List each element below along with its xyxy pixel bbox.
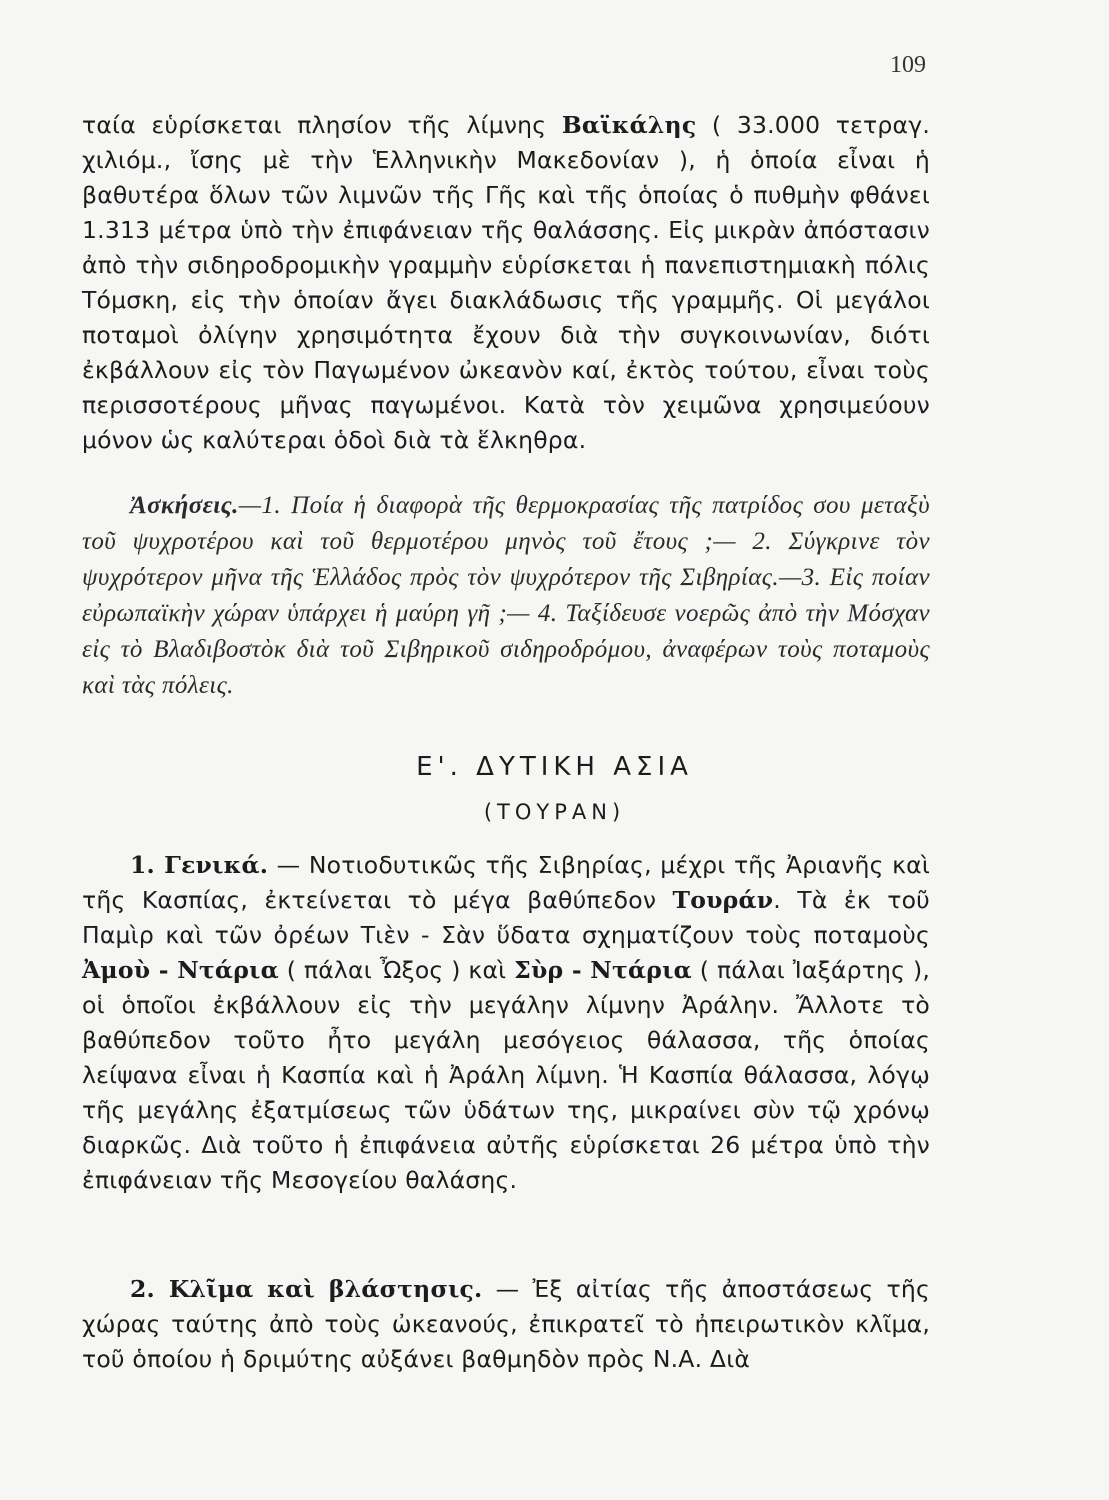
general-text-1: — Νοτιοδυτικῶς τῆς Σιβηρίας, μέχρι τῆς Ἀριανῆς καὶ τῆς Κασπίας, ἐκτείνεται τὸ μέγα βαθύπεδον [82,851,930,914]
intro-paragraph [82,108,930,458]
exercises-text: —1. Ποία ἡ διαφορὰ τῆς θερμοκρασίας τῆς πατρίδος σου μεταξὺ τοῦ ψυχροτέρου καὶ τοῦ θερμοτέρου μηνὸς τοῦ ἔτους ;— 2. Σύγκρινε τὸν ψυχρότερον μῆνα τῆς Ἑλλάδος πρὸς τὸν ψυχρότερον τῆς Σιβηρίας.—3. Εἰς ποίαν εὐρωπαϊκὴν χώραν ὑπάρχει ἡ μαύρη γῆ ;— 4. Ταξίδευσε νοερῶς ἀπὸ τὴν Μόσχαν εἰς τὸ Βλαδιβοστὸκ διὰ τοῦ Σιβηρικοῦ σιδηροδρόμου, ἀναφέρων τοὺς ποταμοὺς καὶ τὰς πόλεις. [82,492,930,699]
general-text-3: ( πάλαι Ὦξος ) καὶ [278,956,515,984]
general-heading: 1. Γενικά. [130,851,269,879]
climate-text: — Ἐξ αἰτίας τῆς ἀποστάσεως τῆς χώρας ταύτης ἀπὸ τοὺς ὠκεανούς, ἐπικρατεῖ τὸ ἠπειρωτικὸν κλῖμα, τοῦ ὁποίου ἡ δριμύτης αὐξάνει βαθμηδὸν πρὸς Ν.Α. Διὰ [82,1275,930,1373]
section-subtitle: (ΤΟΥΡΑΝ) [483,800,626,824]
amu-darya-name: Ἀμοὺ - Ντάρια [82,956,279,984]
climate-heading: 2. Κλῖμα καὶ βλάστησις. [130,1275,483,1303]
page-number: 109 [890,52,926,78]
syr-darya-name: Σὺρ - Ντάρια [514,956,692,984]
general-text-2: . Τὰ ἐκ τοῦ Παμὶρ καὶ τῶν ὀρέων Τιὲν - Σὰν ὕδατα σχηματίζουν τοὺς ποταμοὺς [82,886,930,949]
exercises-label: Ἀσκήσεις. [130,492,239,519]
general-text-4: ( πάλαι Ἰαξάρτης ), οἱ ὁποῖοι ἐκβάλλουν εἰς τὴν μεγάλην λίμνην Ἀράλην. Ἄλλοτε τὸ βαθύπεδον τοῦτο ἦτο μεγάλη μεσόγειος θάλασσα, τῆς ὁποίας λείψανα εἶναι ἡ Κασπία καὶ ἡ Ἀράλη λίμνη. Ἡ Κασπία θάλασσα, λόγῳ τῆς μεγάλης ἐξατμίσεως τῶν ὑδάτων της, μικραίνει σὺν τῷ χρόνῳ διαρκῶς. Διὰ τοῦτο ἡ ἐπιφάνεια αὐτῆς εὑρίσκεται 26 μέτρα ὑπὸ τὴν ἐπιφάνειαν τῆς Μεσογείου θαλάσης. [82,956,930,1194]
general-paragraph [82,848,930,1198]
intro-text-2: ( 33.000 τετραγ. χιλιόμ., ἴσης μὲ τὴν Ἑλληνικὴν Μακεδονίαν ), ἡ ὁποία εἶναι ἡ βαθυτέρα ὅλων τῶν λιμνῶν τῆς Γῆς καὶ τῆς ὁποίας ὁ πυθμὴν φθάνει 1.313 μέτρα ὑπὸ τὴν ἐπιφάνειαν τῆς θαλάσσης. Εἰς μικρὰν ἀπόστασιν ἀπὸ τὴν σιδηροδρομικὴν γραμμὴν εὑρίσκεται ἡ πανεπιστημιακὴ πόλις Τόμσκη, εἰς τὴν ὁποίαν ἄγει διακλάδωσις τῆς γραμμῆς. Οἱ μεγάλοι ποταμοὶ ὀλίγην χρησιμότητα ἔχουν διὰ τὴν συγκοινωνίαν, διότι ἐκβάλλουν εἰς τὸν Παγωμένον ὠκεανὸν καί, ἐκτὸς τούτου, εἶναι τοὺς περισσοτέρους μῆνας παγωμένοι. Κατὰ τὸν χειμῶνα χρησιμεύουν μόνον ὡς καλύτεραι ὁδοὶ διὰ τὰ ἕλκηθρα. [82,111,930,454]
lake-baikal-name: Βαϊκάλης [561,111,697,139]
exercises-block [82,488,930,704]
intro-text-1: ταία εὑρίσκεται πλησίον τῆς λίμνης [82,111,562,139]
section-title: Ε'. ΔΥΤΙΚΗ ΑΣΙΑ [416,752,693,782]
turan-name: Τουράν [672,886,774,914]
climate-paragraph [82,1272,930,1377]
